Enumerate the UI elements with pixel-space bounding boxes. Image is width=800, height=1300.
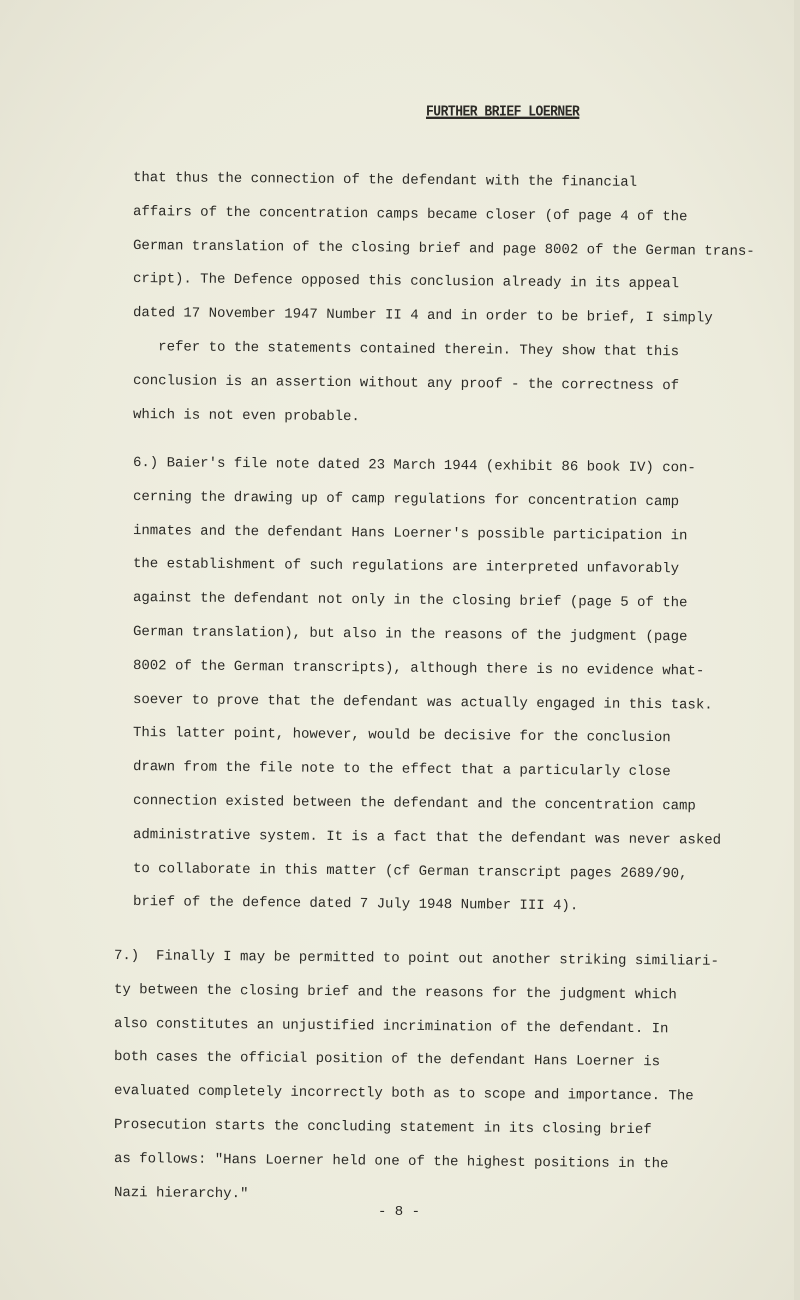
page-edge xyxy=(794,0,800,1300)
paragraph-2-line: administrative system. It is a fact that the defendant was never asked xyxy=(132,826,722,849)
paragraph-1-line: that thus the connection of the defendant with the financial xyxy=(132,170,638,191)
paragraph-1-line: affairs of the concentration camps became closer (of page 4 of the xyxy=(132,203,688,226)
paragraph-3-line: evaluated completely incorrectly both as to scope and importance. The xyxy=(113,1083,694,1105)
paragraph-2-line: German translation), but also in the reasons of the judgment (page xyxy=(132,624,688,646)
paragraph-2-line: This latter point, however, would be decisive for the conclusion xyxy=(132,725,671,747)
paragraph-3-line: Prosecution starts the concluding statement in its closing brief xyxy=(113,1117,652,1139)
paragraph-3-line: also constitutes an unjustified incrimination of the defendant. In xyxy=(113,1015,669,1037)
paragraph-2-line: connection existed between the defendant and the concentration camp xyxy=(132,793,696,815)
paragraph-2-line: to collaborate in this matter (cf German transcript pages 2689/90, xyxy=(132,860,688,882)
paragraph-2-line: 6.) Baier's file note dated 23 March 1944 (exhibit 86 book IV) con- xyxy=(132,455,696,477)
paragraph-3-line: as follows: "Hans Loerner held one of the highest positions in the xyxy=(113,1150,669,1173)
paragraph-3-line: Nazi hierarchy." xyxy=(113,1184,249,1202)
paragraph-3-line: both cases the official position of the defendant Hans Loerner is xyxy=(113,1049,661,1071)
paragraph-2-line: the establishment of such regulations are interpreted unfavorably xyxy=(132,556,680,578)
paragraph-2-line: brief of the defence dated 7 July 1948 Number III 4). xyxy=(132,894,579,915)
paragraph-3-line: 7.) Finally I may be permitted to point out another striking similiari- xyxy=(113,948,719,970)
paragraph-2-line: drawn from the file note to the effect that a particularly close xyxy=(132,759,671,781)
page-number: - 8 - xyxy=(378,1204,421,1220)
paragraph-2-line: soever to prove that the defendant was actually engaged in this task. xyxy=(132,691,713,714)
paragraph-1-line: refer to the statements contained therein. They show that this xyxy=(132,339,680,361)
paragraph-1-line: dated 17 November 1947 Number II 4 and in order to be brief, I simply xyxy=(132,305,713,327)
paragraph-2-line: cerning the drawing up of camp regulations for concentration camp xyxy=(132,488,680,511)
paragraph-2-line: against the defendant not only in the closing brief (page 5 of the xyxy=(132,590,688,612)
paragraph-1-line: cript). The Defence opposed this conclusion already in its appeal xyxy=(132,271,680,293)
paragraph-2-line: inmates and the defendant Hans Loerner's possible participation in xyxy=(132,522,688,544)
paragraph-1-line: German translation of the closing brief and page 8002 of the German trans- xyxy=(132,237,755,260)
document-header: FURTHER BRIEF LOERNER xyxy=(426,102,580,121)
paragraph-2-line: 8002 of the German transcripts), although there is no evidence what- xyxy=(132,657,705,680)
paragraph-1-line: conclusion is an assertion without any proof - the correctness of xyxy=(132,372,680,395)
paragraph-1-line: which is not even probable. xyxy=(132,406,360,425)
paragraph-3-line: ty between the closing brief and the reasons for the judgment which xyxy=(113,981,677,1004)
